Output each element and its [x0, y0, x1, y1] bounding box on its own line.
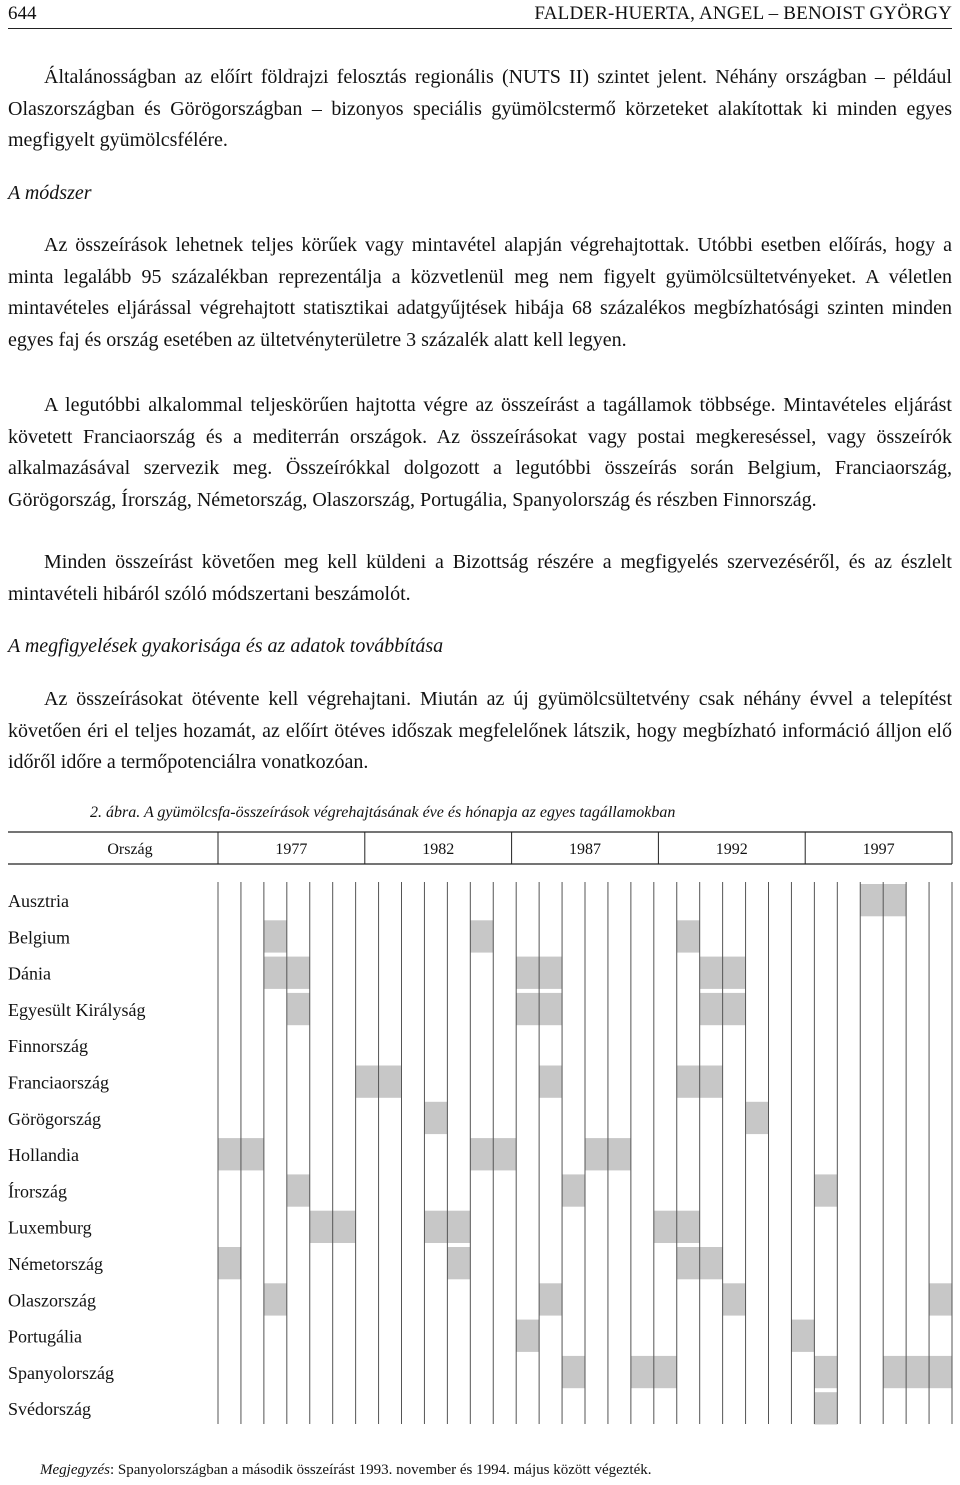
shaded-cell [677, 920, 700, 952]
shaded-cell [814, 1174, 837, 1206]
page-number: 644 [8, 3, 37, 24]
shaded-cell [814, 1356, 837, 1388]
country-label: Dánia [8, 963, 51, 984]
year-label: 1992 [715, 841, 748, 858]
paragraph-method: Az összeírások lehetnek teljes körűek vagy mintavétel alapján végrehajtottak. Utóbbi esetben előírás, hogy a minta legalább 95 százalékban reprezentálja a közvetlenül meg nem figyelt gyümölcsültetvényeket. A véletlen mintavételes eljárással végrehajtott statisztikai adatgyűjtések hibája 68 százalékos megbízhatósági szinten minden egyes faj és ország esetében az ültetvényterületre 3 százalék alatt kell legyen. [8, 234, 952, 351]
shaded-cell [562, 1174, 585, 1206]
shaded-cell [883, 1356, 952, 1388]
shaded-cell [287, 993, 310, 1025]
year-label: 1982 [422, 841, 455, 858]
shaded-cell [539, 1066, 562, 1098]
figure-caption: 2. ábra. A gyümölcsfa-összeírások végrehajtásának éve és hónapja az egyes tagállamokban [90, 804, 676, 821]
shaded-cell [723, 1283, 746, 1315]
page-header [8, 0, 952, 29]
year-label: 1987 [569, 841, 601, 858]
shaded-cell [470, 920, 493, 952]
country-label: Luxemburg [8, 1217, 92, 1238]
country-label: Portugália [8, 1326, 82, 1347]
shaded-cell [264, 1283, 287, 1315]
shaded-cell [746, 1102, 769, 1134]
figure-note [40, 1462, 652, 1479]
country-label: Ausztria [8, 891, 69, 911]
shaded-cell [447, 1247, 470, 1279]
country-label: Franciaország [8, 1072, 109, 1093]
country-label: Belgium [8, 927, 70, 948]
section-heading-frequency: A megfigyelések gyakorisága és az adatok továbbítása [8, 635, 444, 657]
country-label: Németország [8, 1254, 103, 1274]
running-title: FALDER-HUERTA, ANGEL – BENOIST GYÖRGY [534, 3, 952, 24]
shaded-cell [218, 1247, 241, 1279]
country-label: Hollandia [8, 1145, 79, 1166]
shaded-cell [516, 1320, 539, 1352]
census-timeline-chart [0, 820, 960, 1460]
shaded-cell [929, 1283, 952, 1315]
section-heading-method: A módszer [8, 182, 92, 204]
country-label: Görögország [8, 1108, 101, 1129]
country-label: Írország [8, 1181, 67, 1202]
shaded-cell [562, 1356, 585, 1388]
paragraph-frequency: Az összeírásokat ötévente kell végrehajtani. Miután az új gyümölcsültetvény csak néhány évvel a telepítést követően éri el teljes hozamát, az előírt ötéves időszak megfelelőnek látszik, hogy megbízható információ álljon elő időről időre a termőpotenciálra vonatkozóan. [8, 688, 952, 773]
shaded-cell [264, 920, 287, 952]
shaded-cell [287, 1174, 310, 1206]
shaded-cell [791, 1320, 814, 1352]
shaded-cell [814, 1392, 837, 1424]
year-label: 1997 [862, 841, 895, 858]
figure-note-label: Megjegyzés [40, 1462, 110, 1478]
figure-note-text: : Spanyolországban a második összeírást 1993. november és 1994. május között végezték. [109, 1462, 652, 1478]
paragraph-nuts: Általánosságban az előírt földrajzi felosztás regionális (NUTS II) szintet jelent. Néhány országban – például Olaszországban és Görögországban – bizonyos speciális gyümölcstermő körzeteket alakítottak ki minden egyes megfigyelt gyümölcsfélére. [8, 66, 952, 151]
country-label: Egyesült Királyság [8, 999, 146, 1020]
header-label-country: Ország [107, 841, 153, 858]
paragraph-report: Minden összeírást követően meg kell küldeni a Bizottság részére a megfigyelés szervezéséről, és az észlelt mintavételi hibáról szóló módszertani beszámolót. [8, 551, 952, 605]
country-label: Spanyolország [8, 1362, 114, 1383]
country-label: Finnország [8, 1036, 88, 1057]
paragraph-census: A legutóbbi alkalommal teljeskörűen hajtotta végre az összeírást a tagállamok többsége. Mintavételes eljárást követett Franciaország és a mediterrán országok. Az összeírásokat vagy postai megkereséssel, vagy összeírók alkalmazásával szervezik meg. Összeírókkal dolgozott a legutóbbi összeírás során Belgium, Franciaország, Görögország, Írország, Németország, Olaszország, Portugália, Spanyolország és részben Finnország. [8, 394, 952, 511]
country-label: Svédország [8, 1399, 91, 1420]
shaded-cell [424, 1102, 447, 1134]
country-label: Olaszország [8, 1290, 96, 1311]
shaded-cell [539, 1283, 562, 1315]
year-label: 1977 [275, 841, 308, 858]
